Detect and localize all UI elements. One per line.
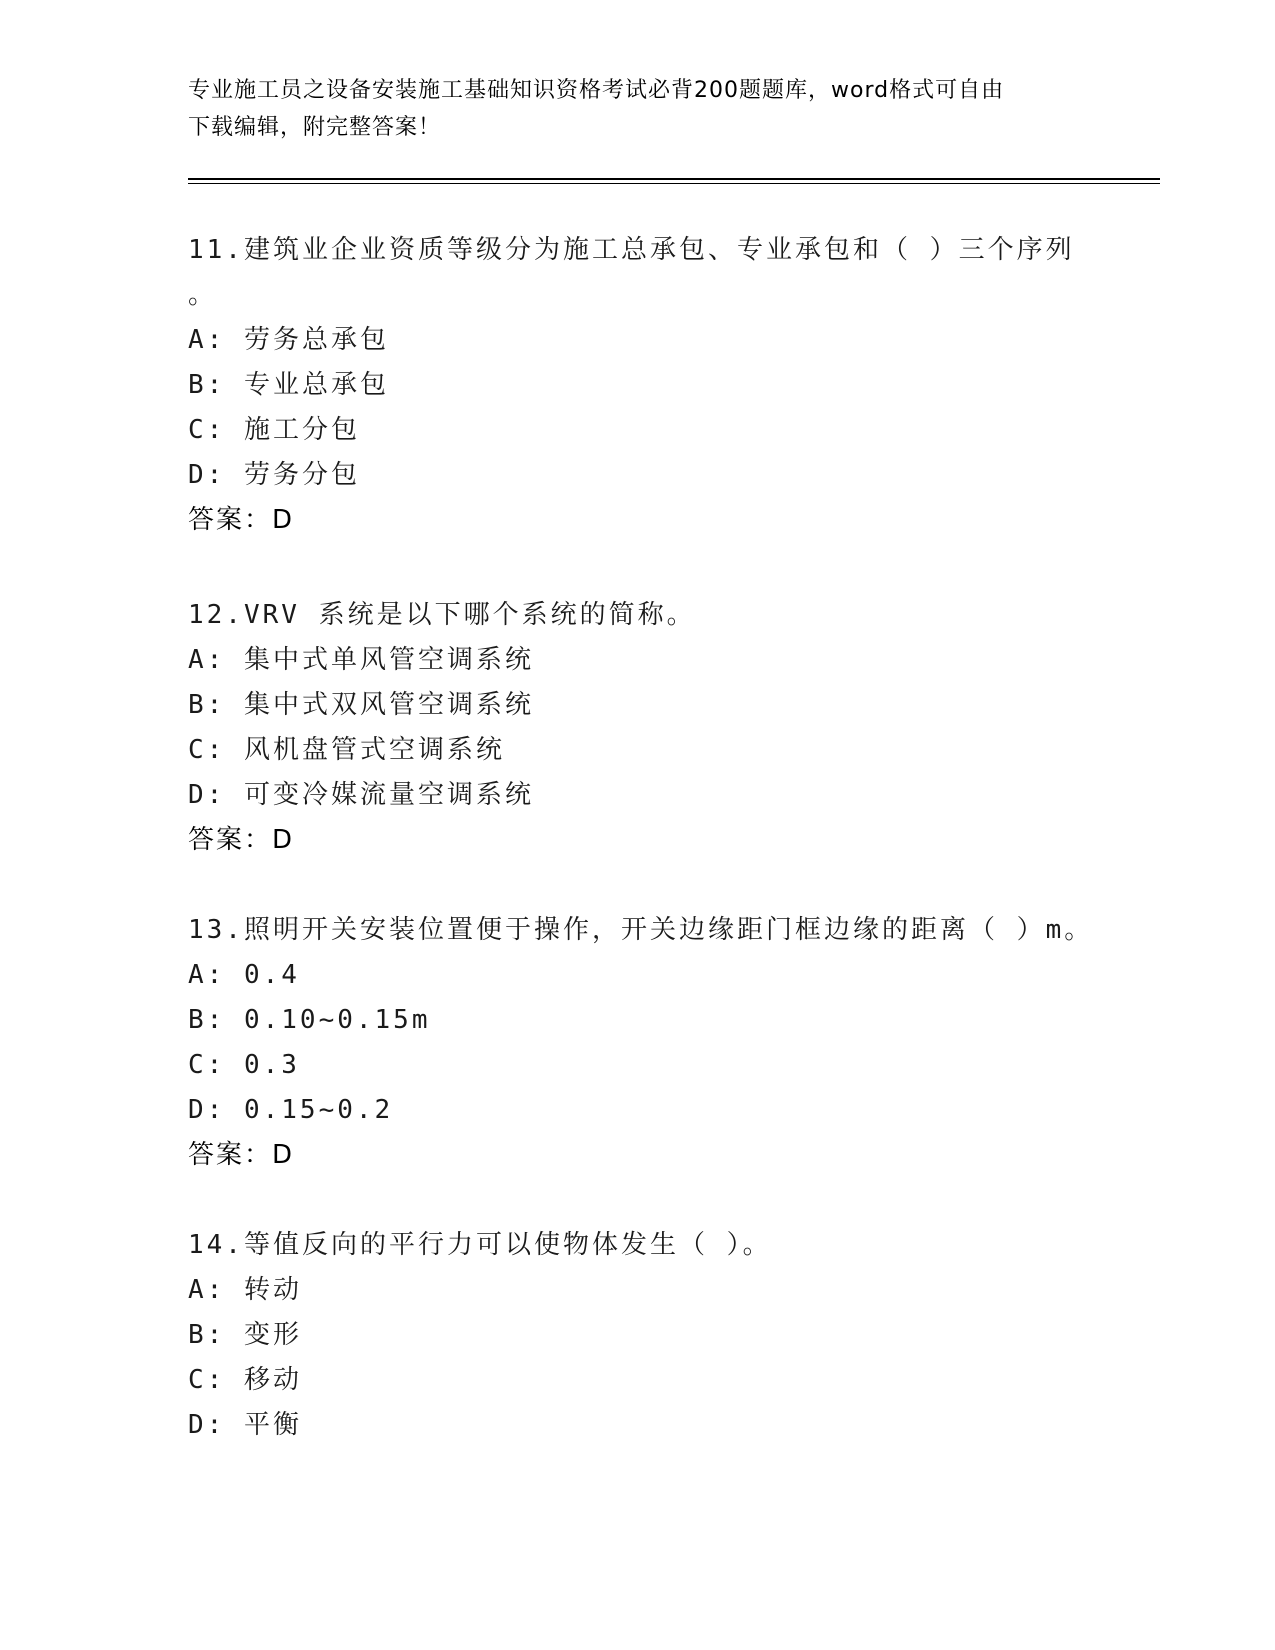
question-14 bbox=[188, 1223, 1148, 1448]
answer: 答案：D bbox=[188, 825, 295, 855]
question-13 bbox=[188, 908, 1148, 1178]
header-line-1: 专业施工员之设备安装施工基础知识资格考试必背200题题库，word格式可自由 bbox=[188, 78, 1005, 103]
question-stem: 11.建筑业企业资质等级分为施工总承包、专业承包和（ ）三个序列 bbox=[188, 235, 1075, 265]
question-stem: 13.照明开关安装位置便于操作，开关边缘距门框边缘的距离（ ）m。 bbox=[188, 915, 1094, 945]
document-header bbox=[188, 72, 1088, 146]
option-a: A: 集中式单风管空调系统 bbox=[188, 645, 534, 675]
option-a: A: 转动 bbox=[188, 1275, 302, 1305]
header-divider-thin bbox=[188, 183, 1160, 184]
option-b: B: 0.10~0.15m bbox=[188, 1005, 431, 1035]
question-stem: 12.VRV 系统是以下哪个系统的简称。 bbox=[188, 600, 696, 630]
option-c: C: 风机盘管式空调系统 bbox=[188, 735, 505, 765]
option-b: B: 集中式双风管空调系统 bbox=[188, 690, 534, 720]
option-a: A: 劳务总承包 bbox=[188, 325, 389, 355]
option-b: B: 变形 bbox=[188, 1320, 302, 1350]
question-11 bbox=[188, 228, 1148, 543]
option-a: A: 0.4 bbox=[188, 960, 300, 990]
answer: 答案：D bbox=[188, 1140, 295, 1170]
question-stem-continuation: 。 bbox=[188, 280, 215, 310]
question-12 bbox=[188, 593, 1148, 863]
option-d: D: 平衡 bbox=[188, 1410, 302, 1440]
option-c: C: 0.3 bbox=[188, 1050, 300, 1080]
option-b: B: 专业总承包 bbox=[188, 370, 389, 400]
header-line-2: 下载编辑，附完整答案！ bbox=[188, 115, 442, 140]
option-d: D: 劳务分包 bbox=[188, 460, 360, 490]
question-stem: 14.等值反向的平行力可以使物体发生（ ）。 bbox=[188, 1230, 772, 1260]
option-d: D: 0.15~0.2 bbox=[188, 1095, 394, 1125]
answer: 答案：D bbox=[188, 505, 295, 535]
option-d: D: 可变冷媒流量空调系统 bbox=[188, 780, 534, 810]
header-divider-thick bbox=[188, 178, 1160, 180]
option-c: C: 施工分包 bbox=[188, 415, 360, 445]
option-c: C: 移动 bbox=[188, 1365, 302, 1395]
